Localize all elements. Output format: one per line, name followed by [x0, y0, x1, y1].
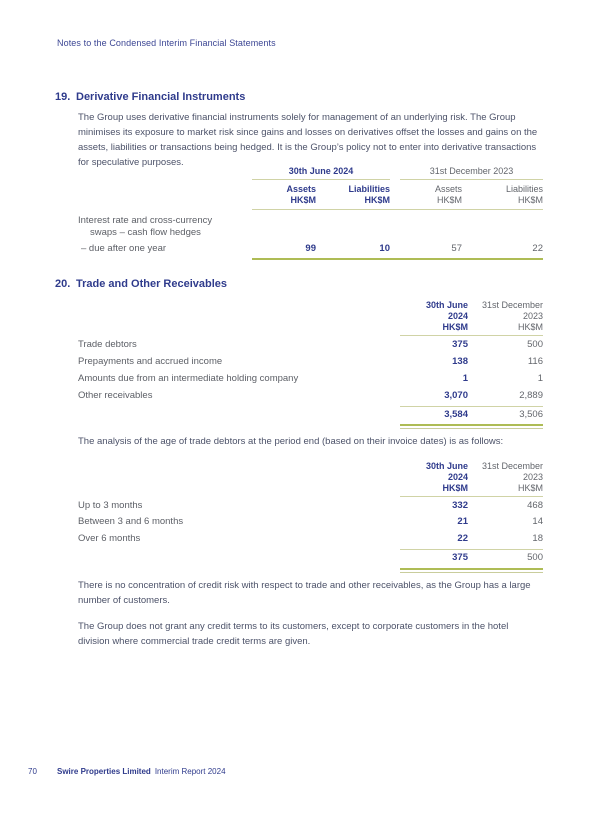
ageing-table-headers: [78, 461, 543, 494]
receivables-table: [78, 300, 543, 429]
value-assets-2024: 99: [305, 243, 316, 254]
section-20-title: Trade and Other Receivables: [76, 278, 228, 290]
header-divider: [252, 209, 543, 210]
footer-company: Swire Properties Limited: [57, 767, 151, 776]
derivatives-table-period-header: [78, 166, 543, 180]
table-bottom-rule: [252, 258, 543, 260]
ageing-intro-paragraph: The analysis of the age of trade debtors at the period end (based on their invoice dates) is as follows:: [78, 436, 504, 447]
derivatives-table-column-headers: [78, 184, 543, 205]
table-bottom-rule: [400, 424, 543, 429]
col-header-2024: 30th June 2024 HK$M: [425, 300, 468, 332]
col-header-liabilities-2024: Liabilities HK$M: [348, 184, 390, 205]
total-row: 3,584 3,506: [444, 409, 543, 420]
receivables-table-headers: [78, 300, 543, 333]
section-19-title: Derivative Financial Instruments: [76, 91, 246, 103]
total-row: 375 500: [452, 552, 543, 564]
page-footer: [28, 767, 226, 776]
credit-terms-paragraph: The Group does not grant any credit terms to its customers, except to corporate customers in the hotel division where commercial trade credit terms are given.: [78, 621, 509, 647]
table-row: Up to 3 months 332 468: [78, 499, 543, 511]
period-header-2024: 30th June 2024: [252, 166, 390, 180]
table-row: Trade debtors 375 500: [78, 339, 543, 350]
table-row: Over 6 months 22 18: [78, 532, 543, 544]
footer-report-title: Interim Report 2024: [154, 767, 226, 776]
table-row: Between 3 and 6 months 21 14: [78, 516, 543, 528]
row-group-label: Interest rate and cross-currency swaps – cash flow hedges: [78, 215, 213, 238]
col-header-liabilities-2023: Liabilities HK$M: [505, 184, 543, 205]
section-19-number: 19.: [55, 91, 71, 103]
col-header-assets-2023: Assets HK$M: [434, 184, 462, 205]
ageing-table: [78, 461, 543, 573]
table-row: Amounts due from an intermediate holding company 1 1: [78, 373, 543, 384]
section-19-heading: [55, 91, 245, 103]
table-row: Other receivables 3,070 2,889: [78, 390, 543, 401]
col-header-2024: 30th June 2024 HK$M: [425, 461, 468, 493]
table-bottom-rule: [400, 568, 543, 573]
col-header-2023: 31st December 2023 HK$M: [481, 300, 543, 332]
table-row: – due after one year 99 10 57 22: [81, 243, 543, 254]
derivatives-table: [78, 166, 543, 260]
value-assets-2023: 57: [451, 243, 462, 254]
section-20-heading: [55, 278, 227, 290]
credit-risk-paragraph: There is no concentration of credit risk with respect to trade and other receivables, as the Group has a large number of customers.: [78, 580, 531, 606]
value-liabilities-2024: 10: [379, 243, 390, 254]
document-header: Notes to the Condensed Interim Financial Statements: [57, 38, 276, 48]
section-20-number: 20.: [55, 278, 71, 290]
period-header-2023: 31st December 2023: [400, 166, 543, 180]
value-liabilities-2023: 22: [532, 243, 543, 254]
section-19-paragraph: The Group uses derivative financial instruments solely for management of an underlying risk. The Group minimises its exposure to market risk since gains and losses on derivatives offset the losses and gains on the assets, liabilities or transactions being hedged. It is the Group’s policy not to enter into derivative transactions for speculative purposes.: [78, 112, 538, 168]
col-header-2023: 31st December 2023 HK$M: [481, 461, 543, 493]
page-number: 70: [28, 767, 37, 776]
table-row: Prepayments and accrued income 138 116: [78, 356, 543, 367]
col-header-assets-2024: Assets HK$M: [286, 184, 316, 205]
